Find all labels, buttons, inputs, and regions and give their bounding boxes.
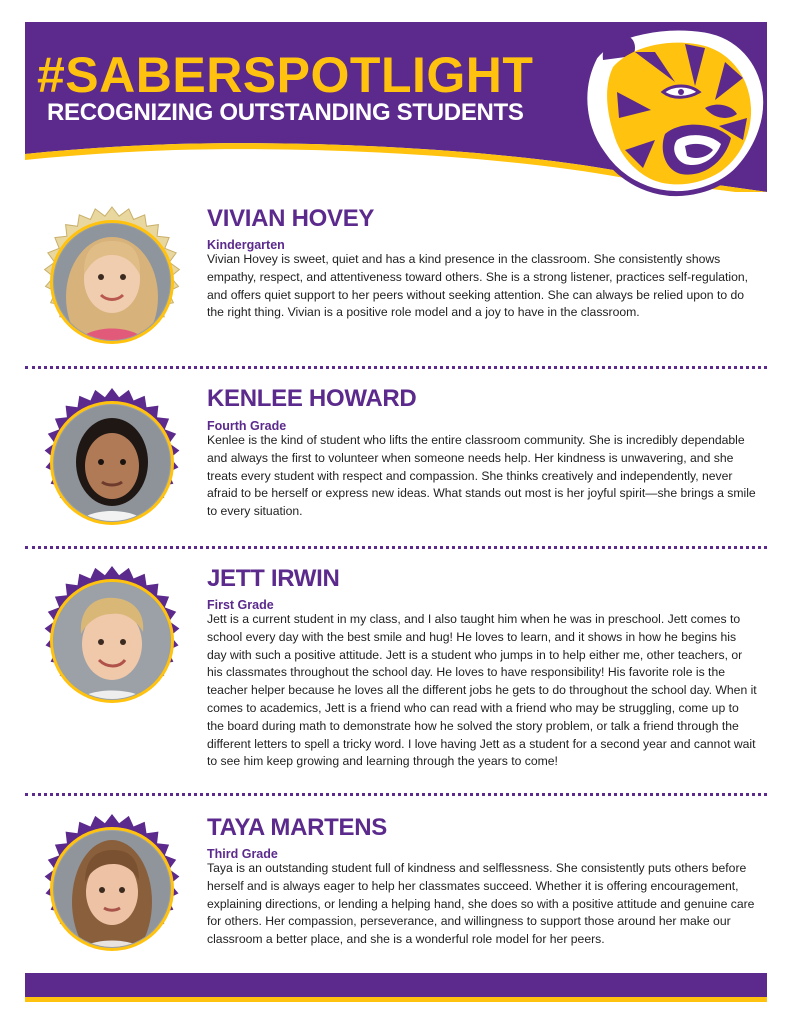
student-photo <box>35 812 189 966</box>
hashtag-title: #SABERSPOTLIGHT <box>37 47 534 103</box>
section-divider <box>25 793 767 796</box>
student-photo <box>35 386 189 540</box>
student-bio: Taya is an outstanding student full of kindness and selflessness. She consistently puts others before herself and is always eager to help her classmates succeed. Whether it is offering encouragement, explaining directions, or lending a helping hand, she does so with a positive attitude and genuine care for others. Her compassion, perseverance, and willingness to support those around her make our classroom a better place, and she is a wonderful role model for her peers. <box>207 861 755 947</box>
student-name: KENLEE HOWARD <box>207 385 417 412</box>
student-bio: Vivian Hovey is sweet, quiet and has a kind presence in the classroom. She consistently shows empathy, respect, and attentiveness toward others. She is a strong listener, practices self-regulation, and offers quiet support to her peers without seeking attention. She can always be relied upon to do the right thing. Vivian is a positive role model and a joy to have in the classroom. <box>207 252 749 320</box>
header-banner <box>25 22 767 192</box>
header-subtitle: RECOGNIZING OUTSTANDING STUDENTS <box>47 99 524 126</box>
student-grade: Third Grade <box>207 847 278 861</box>
student-bio: Kenlee is the kind of student who lifts the entire classroom community. She is incredibly dependable and always the first to volunteer when someone needs help. Her kindness is unwavering, and she treats every student with respect and compassion. She thinks creatively and independently, never afraid to be herself or express new ideas. What stands out most is her joyful spirit—she brings a smile to every situation. <box>207 433 756 519</box>
student-name: TAYA MARTENS <box>207 814 387 841</box>
student-grade: Fourth Grade <box>207 419 287 433</box>
footer-bar <box>25 973 767 997</box>
student-photo <box>35 205 189 359</box>
student-grade: Kindergarten <box>207 238 285 252</box>
student-grade: First Grade <box>207 598 274 612</box>
footer-accent-line <box>25 997 767 1002</box>
student-bio: Jett is a current student in my class, and I also taught him when he was in preschool. Jett comes to school every day with the best smile and hug! He loves to learn, and it shows in how he begins his day with such a positive attitude. Jett is a student who jumps in to help either me, other teachers, or his classmates throughout the school day. He loves to have responsibility! His favorite role is the teacher helper because he loves all the different jobs he gets to do throughout the school day. When it comes to academics, Jett is a friend who can read with a friend who may be struggling, come up to the board during math to demonstrate how he solved the story problem, or talk a friend through the different letters to spell a tricky word. I love having Jett as a student for a second year and cannot wait to see him keep growing and learning through the years to come! <box>207 612 757 769</box>
tiger-head-icon <box>555 22 767 197</box>
student-photo <box>35 564 189 718</box>
student-name: VIVIAN HOVEY <box>207 205 375 232</box>
student-name: JETT IRWIN <box>207 565 340 592</box>
section-divider <box>25 546 767 549</box>
section-divider <box>25 366 767 369</box>
